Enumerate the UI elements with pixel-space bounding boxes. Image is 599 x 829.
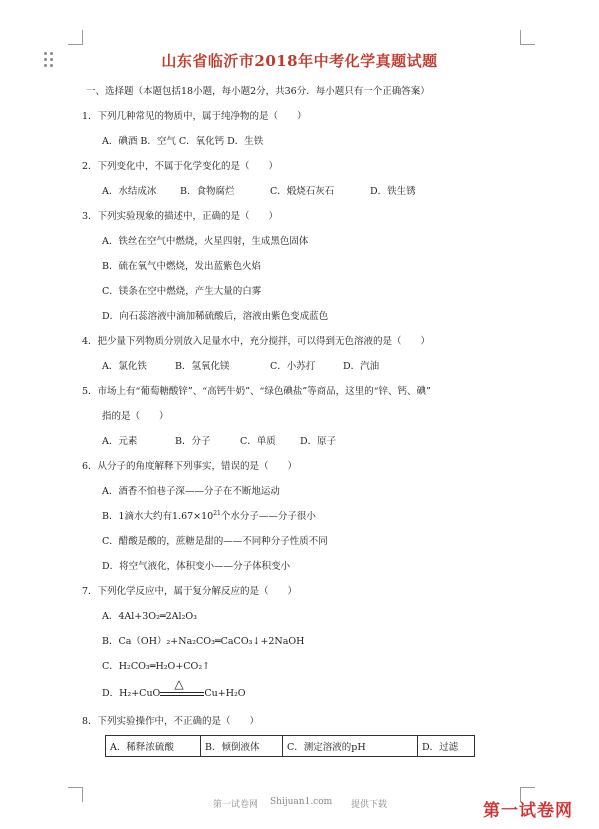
question-3-stem: 3．下列实验现象的描述中，正确的是（ ） xyxy=(82,211,279,222)
question-4-option-d: D．汽油 xyxy=(343,361,380,372)
question-6-stem: 6．从分子的角度解释下列事实，错误的是（ ） xyxy=(82,461,298,472)
question-5-option-c: C．单质 xyxy=(240,436,276,447)
question-7-option-a: A．4Al+3O₂═2Al₂O₃ xyxy=(102,611,197,622)
question-6-option-c: C．醋酸是酸的，蔗糖是甜的——不同种分子性质不同 xyxy=(102,536,328,547)
reaction-arrow xyxy=(160,676,204,699)
question-6-option-d: D．将空气液化，体积变小——分子体积变小 xyxy=(102,561,291,572)
question-2-option-d: D．铁生锈 xyxy=(370,186,416,197)
question-6-option-b xyxy=(102,508,316,522)
exponent: 21 xyxy=(213,509,221,517)
question-8-option-c: C．测定溶液的pH xyxy=(283,736,418,757)
equation-left: D．H₂+CuO xyxy=(102,688,161,699)
question-1-stem: 1．下列几种常见的物质中，属于纯净物的是（ ） xyxy=(82,111,307,122)
question-5-stem-continued: 指的是（ ） xyxy=(102,411,169,422)
question-5-option-d: D．原子 xyxy=(300,436,337,447)
question-3-option-a: A．铁丝在空气中燃烧，火星四射，生成黑色固体 xyxy=(102,236,309,247)
question-2-stem: 2．下列变化中，不属于化学变化的是（ ） xyxy=(82,161,279,172)
question-8-option-a: A．稀释浓硫酸 xyxy=(106,736,201,757)
question-7-option-b: B．Ca（OH）₂+Na₂CO₃═CaCO₃↓+2NaOH xyxy=(102,636,305,647)
question-5-stem: 5．市场上有“葡萄糖酸锌”、“高钙牛奶”、“绿色碘盐”等商品，这里的“锌、钙、碘” xyxy=(82,386,431,397)
footer-url: Shijuan1.com xyxy=(270,797,333,807)
question-5-option-b: B．分子 xyxy=(175,436,211,447)
equation-right: Cu+H₂O xyxy=(204,688,246,699)
question-4-option-b: B．氢氧化镁 xyxy=(175,361,230,372)
question-4-option-a: A．氯化铁 xyxy=(102,361,147,372)
question-6-option-b-suffix: 个水分子——分子很小 xyxy=(220,511,316,522)
question-8-option-b: B．倾倒液体 xyxy=(201,736,283,757)
question-7-option-d xyxy=(102,676,246,699)
page-title: 山东省临沂市2018年中考化学真题试题 xyxy=(161,52,438,70)
footer-provide-download: 提供下载 xyxy=(351,800,388,810)
question-8-stem: 8．下列实验操作中，不正确的是（ ） xyxy=(82,716,260,727)
page-corner-mark xyxy=(68,787,83,802)
heat-condition: △ xyxy=(174,676,184,691)
question-7-option-c: C．H₂CO₃═H₂O+CO₂↑ xyxy=(102,661,211,672)
question-3-option-d: D．向石蕊溶液中滴加稀硫酸后，溶液由紫色变成蓝色 xyxy=(102,311,329,322)
question-3-option-c: C．镁条在空中燃烧，产生大量的白雾 xyxy=(102,286,262,297)
question-6-option-a: A．酒香不怕巷子深——分子在不断地运动 xyxy=(102,486,280,497)
question-4-option-c: C．小苏打 xyxy=(270,361,316,372)
double-line xyxy=(160,692,204,696)
question-2-option-a: A．水结成冰 xyxy=(102,186,157,197)
question-3-option-b: B．硫在氧气中燃烧，发出蓝紫色火焰 xyxy=(102,261,261,272)
watermark-logo: 第一试卷网 xyxy=(483,801,573,821)
question-4-stem: 4．把少量下列物质分别放入足量水中，充分搅拌，可以得到无色溶液的是（ ） xyxy=(82,336,431,347)
question-7-stem: 7．下列化学反应中，属于复分解反应的是（ ） xyxy=(82,586,298,597)
page-corner-mark xyxy=(68,30,83,45)
question-8-options-table xyxy=(105,735,475,757)
question-8-option-d: D．过滤 xyxy=(418,736,475,757)
page-corner-mark xyxy=(520,30,535,45)
question-5-option-a: A．元素 xyxy=(102,436,138,447)
question-1-options: A．碘酒 B．空气 C．氧化钙 D．生铁 xyxy=(102,136,264,147)
section-heading: 一、选择题（本题包括18小题，每小题2分，共36分．每小题只有一个正确答案） xyxy=(86,86,430,97)
footer-site-name: 第一试卷网 xyxy=(213,800,259,810)
question-2-option-b: B．食物腐烂 xyxy=(180,186,235,197)
question-2-option-c: C．煅烧石灰石 xyxy=(270,186,335,197)
question-6-option-b-prefix: B．1滴水大约有1.67×10 xyxy=(102,511,214,522)
